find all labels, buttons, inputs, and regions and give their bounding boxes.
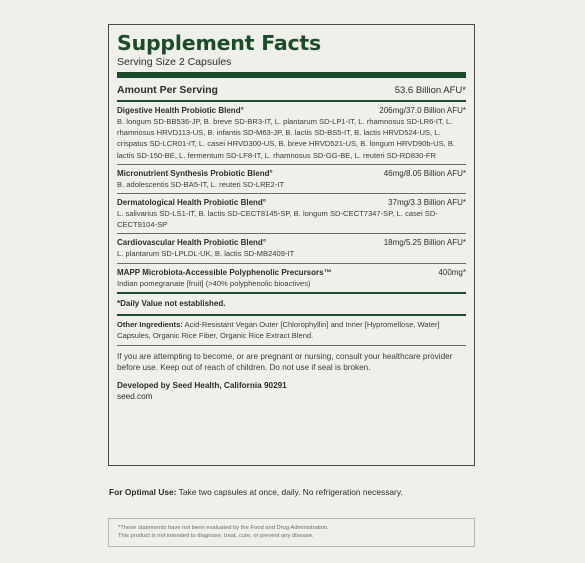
blend-amount: 400mg* bbox=[438, 267, 466, 277]
daily-value-note: *Daily Value not established. bbox=[117, 298, 226, 308]
blend-strains: B. longum SD-BB536-JP, B. breve SD-BR3-IT, L. plantarum SD-LP1-IT, L. rhamnosus SD-LR6-IT, L. rhamnosus HRVD113-US, B. infantis SD-M63-JP, B. lactis SD-BS5-IT, B. lactis HRVD524-US, L. crispatus SD-LCR01-IT, L. casei HRVD300-US, B. breve HRVD521-US, B. longum HRVD90b-US, B. lactis SD-150-BE, L. fermentum SD-LF8-IT, L. rhamnosus SD-GG-BE, L. reuteri SD-RD830-FR bbox=[117, 117, 456, 160]
disclaimer-line-1: *These statements have not been evaluated by the Food and Drug Administration. bbox=[118, 525, 329, 531]
fda-disclaimer bbox=[108, 518, 475, 547]
optimal-use-text: Take two capsules at once, daily. No refrigeration necessary. bbox=[178, 487, 403, 497]
other-ingredients-label: Other Ingredients: bbox=[117, 319, 183, 329]
blend-cardiovascular bbox=[117, 234, 466, 262]
blend-name: Digestive Health Probiotic Blend° bbox=[117, 106, 244, 115]
developer-name: Developed by Seed Health, California 90291 bbox=[117, 380, 287, 390]
amount-per-serving-row bbox=[117, 78, 466, 100]
supplement-facts-panel bbox=[108, 24, 475, 466]
blend-micronutrient bbox=[117, 165, 466, 193]
developer-info bbox=[117, 378, 466, 402]
panel-title: Supplement Facts bbox=[117, 31, 322, 55]
blend-amount: 46mg/8.05 Billion AFU* bbox=[383, 168, 466, 178]
optimal-use bbox=[109, 487, 403, 497]
blend-digestive bbox=[117, 102, 466, 164]
blend-strains: L. plantarum SD-LPLDL-UK, B. lactis SD-MB2409-IT bbox=[117, 249, 295, 259]
disclaimer-line-2: This product is not intended to diagnose, treat, cure, or prevent any disease. bbox=[118, 533, 314, 539]
amount-value: 53.6 Billion AFU* bbox=[394, 85, 466, 96]
optimal-use-label: For Optimal Use: bbox=[109, 487, 177, 497]
blend-name: Micronutrient Synthesis Probiotic Blend° bbox=[117, 168, 273, 178]
blend-amount: 18mg/5.25 Billion AFU* bbox=[383, 238, 466, 248]
blend-name: Dermatological Health Probiotic Blend° bbox=[117, 198, 266, 208]
amount-label: Amount Per Serving bbox=[117, 84, 218, 96]
blend-strains: L. salivarius SD-LS1-IT, B. lactis SD-CECT8145-SP, B. longum SD-CECT7347-SP, L. casei SD-CECT9104-SP bbox=[117, 209, 438, 230]
blend-amount: 206mg/37.0 Billion AFU* bbox=[379, 106, 466, 115]
blend-dermatological bbox=[117, 194, 466, 233]
blend-name: Cardiovascular Health Probiotic Blend° bbox=[117, 238, 267, 248]
serving-size: Serving Size 2 Capsules bbox=[117, 56, 232, 68]
blend-strains: Indian pomegranate [fruit] (>40% polyphenolic bioactives) bbox=[117, 278, 311, 288]
other-ingredients-text: Acid-Resistant Vegan Outer [Chlorophyllin] and Inner [Hypromellose, Water] Capsules, Organic Rice Fiber, Organic Rice Extract Blend. bbox=[117, 319, 440, 341]
warning-text: If you are attempting to become, or are pregnant or nursing, consult your healthcare provider before use. Keep out of reach of children. Do not use if seal is broken. bbox=[117, 352, 453, 373]
other-ingredients bbox=[117, 316, 466, 345]
blend-mapp bbox=[117, 264, 466, 292]
blend-amount: 37mg/3.3 Billion AFU* bbox=[388, 198, 466, 208]
blend-strains: B. adolescentis SD-BA5-IT, L. reuteri SD-LRE2-IT bbox=[117, 179, 285, 189]
website-link[interactable]: seed.com bbox=[117, 391, 153, 401]
blend-name: MAPP Microbiota-Accessible Polyphenolic Precursors™ bbox=[117, 267, 332, 277]
